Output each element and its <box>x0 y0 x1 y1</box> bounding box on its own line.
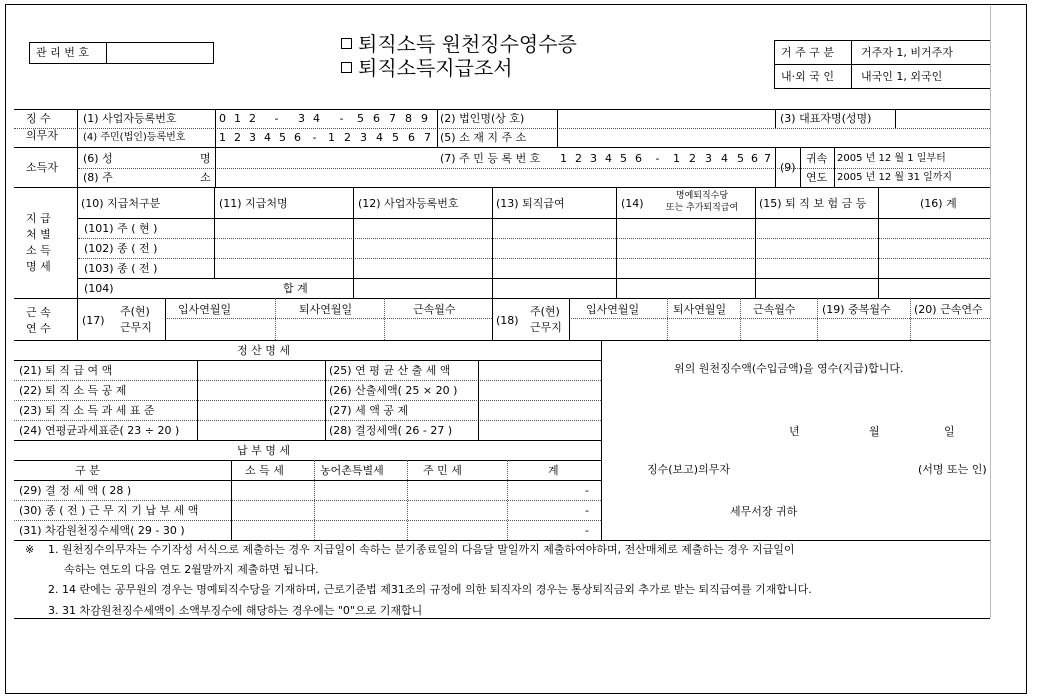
service-header: 입사연월일 <box>178 303 232 316</box>
date-day-label: 일 <box>944 425 955 438</box>
tax-total-value: - <box>585 484 589 497</box>
note-line: 1. 원천징수의무자는 수기작성 서식으로 제출하는 경우 지급일이 속하는 분기종료일의 다음달 말일까지 제출하여야하며, 전산매체로 제출하는 경우 지급일이 <box>48 543 795 556</box>
corp-name-label: (2) 법인명(상 호) <box>440 112 525 125</box>
tax-row-label: (31) 차감원천징수세액( 29 - 30 ) <box>19 524 185 537</box>
payments-side-label: 지 급 <box>26 212 51 225</box>
payments-total-label: 합 계 <box>283 282 308 295</box>
note-line: 3. 31 차감원천징수세액이 소액부징수에 해당하는 경우에는 "0"으로 기재합니 <box>48 604 423 617</box>
calc-row-label: (27) 세 액 공 제 <box>329 404 409 417</box>
calc-row-label: (26) 산출세액( 25 × 20 ) <box>329 384 458 397</box>
payments-header: (10) 지급처구분 <box>81 197 161 210</box>
tax-office-label: 세무서장 귀하 <box>730 505 798 518</box>
checkbox[interactable] <box>341 62 352 73</box>
form-title-receipt: 퇴직소득 원천징수영수증 <box>341 32 577 56</box>
service-current-number: (17) <box>82 314 105 327</box>
calc-row-label: (23) 퇴 직 소 득 과 세 표 준 <box>19 404 155 417</box>
payments-header: 명예퇴직수당 <box>675 191 729 201</box>
earner-name-label: (6) 성 <box>83 152 113 165</box>
signature-label: (서명 또는 인) <box>918 463 987 476</box>
payments-header: (16) 계 <box>920 197 957 210</box>
form-title-statement: 퇴직소득지급조서 <box>341 56 513 80</box>
representative-label: (3) 대표자명(성명) <box>780 112 872 125</box>
residency-label: 거 주 구 분 <box>781 46 834 59</box>
calc-row-label: (28) 결정세액( 26 - 27 ) <box>329 424 453 437</box>
document-page: 관 리 번 호 퇴직소득 원천징수영수증 퇴직소득지급조서 거 주 구 분 거주자 1, 비거주자 내·외 국 인 내국인 1, 외국인 징 수 의무자 (1) 사업자등록번호 0 1 2 - 3 4 - 5 6 7 8 9 (2) 법인명(상 호) (3) 대표자명(성명) (4) 주민(법인)등록번호 1 2 3 4 5 6 - 1 2 3 4 5 6 7 (5) 소 재 지 주 소 소득자 (6) 성 명 (7) 주 민 등 록 번 호 1 2 3 4 5 6 - 1 2 3 4 5 6 7 (8) 주 소 (9) 귀속 연도 2005 년 12 월 1 일부터 2005 년 12 월 31 일까지 지 급 처 별 소 득 명 세 (10) 지급처구분 (11) 지급처명 (12) 사업자등록번호 (13) 퇴직급여 (14) 명예퇴직수당 또는 추가퇴직급여 (15) 퇴 직 보 험 금 등 (16) 계 (101) 주 ( 현 ) (102) 종 ( 전 ) (103) 종 ( 전 ) (104) 합 계 근 속 연 수 (17) 주(현) 근무지 입사연월일 퇴사연월일 근속월수 (18) 주(현) 근무지 입사연월일 퇴사연월일 근속월수 (19) 중복월수 (20) 근속연수 정 산 명 세 (21) 퇴 직 급 여 액 (22) 퇴 직 소 득 공 제 (23) 퇴 직 소 득 과 세 표 준 (24) 연평균과세표준( 23 ÷ 20 ) (25) 연 평 균 산 출 세 액 (26) 산출세액( 25 × 20 ) (27) 세 액 공 제 (28) 결정세액( 26 - 27 ) 납 부 명 세 구 분 소 득 세 농어촌특별세 주 민 세 계 (29) 결 정 세 액 ( 28 ) (30) 종 ( 전 ) 근 무 지 기 납 부 세 액 (31) 차감원천징수세액( 29 - 30 ) - - - 위의 원천징수액(수입금액)을 영수(지급)합니다. 년 월 일 징수(보고)의무자 (서명 또는 인) 세무서장 귀하 ※ 1. 원천징수의무자는 수기작성 서식으로 제출하는 경우 지급일이 속하는 분기종료일의 다음달 말일까지 제출하여야하며, 전산매체로 제출하는 경우 지급일이 속하는 연도의 다음 연도 2월말까지 제출하면 됩니다. 2. 14 란에는 공무원의 경우는 명예퇴직수당을 기재하며, 근로기준법 제31조의 규정에 의한 퇴직자의 경우는 통상퇴직금외 추가로 받는 퇴직급여를 기재합니다. 3. 31 차감원천징수세액이 소액부징수에 해당하는 경우에는 "0"으로 기재합니 <box>0 0 1037 700</box>
attribution-period-from: 2005 년 12 월 1 일부터 <box>837 153 946 164</box>
calc-row-label: (22) 퇴 직 소 득 공 제 <box>19 384 127 397</box>
address-label: (5) 소 재 지 주 소 <box>440 131 527 144</box>
resident-number-label: (4) 주민(법인)등록번호 <box>83 132 186 143</box>
calc-row-label: (24) 연평균과세표준( 23 ÷ 20 ) <box>19 424 180 437</box>
service-header: 퇴사연월일 <box>299 303 353 316</box>
payments-header: (14) <box>621 197 644 210</box>
tax-header: 주 민 세 <box>423 464 462 477</box>
business-reg-label: (1) 사업자등록번호 <box>83 112 177 125</box>
service-group-label: 근 속 <box>26 306 51 319</box>
tax-header: 계 <box>548 464 559 477</box>
tax-header: 농어촌특별세 <box>320 464 384 477</box>
service-header: 퇴사연월일 <box>673 303 727 316</box>
tax-total-value: - <box>585 504 589 517</box>
payer-group-label: 의무자 <box>26 129 58 142</box>
withholder-label: 징수(보고)의무자 <box>647 463 730 476</box>
payments-header: (12) 사업자등록번호 <box>358 197 459 210</box>
payments-row-label: (103) 종 ( 전 ) <box>84 262 158 275</box>
residency-value: 거주자 1, 비거주자 <box>861 46 953 59</box>
payer-group-label: 징 수 <box>26 112 51 125</box>
tax-section-title: 납 부 명 세 <box>237 444 290 457</box>
attribution-label: 연도 <box>806 171 828 184</box>
payments-header: (15) 퇴 직 보 험 금 등 <box>759 197 867 210</box>
checkbox[interactable] <box>341 38 352 49</box>
nationality-label: 내·외 국 인 <box>781 70 834 83</box>
management-number-label: 관 리 번 호 <box>36 46 89 59</box>
notes-mark: ※ <box>25 543 35 556</box>
service-prior-number: (18) <box>496 314 519 327</box>
earner-address-label: (8) 주 <box>83 171 113 184</box>
service-header: 입사연월일 <box>586 303 640 316</box>
service-header: 근속월수 <box>753 303 796 316</box>
service-prior-kind: 주(현) <box>530 305 560 318</box>
date-year-label: 년 <box>789 425 800 438</box>
service-header: (19) 중복월수 <box>822 303 891 316</box>
tax-header: 구 분 <box>75 464 100 477</box>
tax-header: 소 득 세 <box>245 464 284 477</box>
attribution-label: 귀속 <box>806 152 828 165</box>
nationality-value: 내국인 1, 외국인 <box>861 70 943 83</box>
note-line: 2. 14 란에는 공무원의 경우는 명예퇴직수당을 기재하며, 근로기준법 제31조의 규정에 의한 퇴직자의 경우는 통상퇴직금외 추가로 받는 퇴직급여를 기재합니다. <box>48 583 812 596</box>
receipt-statement: 위의 원천징수액(수입금액)을 영수(지급)합니다. <box>674 362 904 375</box>
service-current-kind: 주(현) <box>120 305 150 318</box>
note-line: 속하는 연도의 다음 연도 2월말까지 제출하면 됩니다. <box>64 563 319 576</box>
attribution-period-to: 2005 년 12 월 31 일까지 <box>837 172 953 183</box>
tax-total-value: - <box>585 524 589 537</box>
calc-section-title: 정 산 명 세 <box>237 344 290 357</box>
date-month-label: 월 <box>869 425 880 438</box>
tax-row-label: (30) 종 ( 전 ) 근 무 지 기 납 부 세 액 <box>19 504 199 517</box>
payments-header: (13) 퇴직급여 <box>496 197 565 210</box>
attribution-number: (9) <box>780 161 796 174</box>
payments-row-label: (102) 종 ( 전 ) <box>84 242 158 255</box>
service-header: 근속월수 <box>413 303 456 316</box>
calc-row-label: (21) 퇴 직 급 여 액 <box>19 364 113 377</box>
earner-group-label: 소득자 <box>26 161 58 174</box>
service-header: (20) 근속연수 <box>914 303 983 316</box>
calc-row-label: (25) 연 평 균 산 출 세 액 <box>329 364 451 377</box>
payments-row-label: (101) 주 ( 현 ) <box>84 222 158 235</box>
earner-id-label: (7) 주 민 등 록 번 호 <box>440 152 541 165</box>
payments-row-label: (104) <box>84 282 114 295</box>
tax-row-label: (29) 결 정 세 액 ( 28 ) <box>19 484 132 497</box>
payments-header: (11) 지급처명 <box>219 197 288 210</box>
